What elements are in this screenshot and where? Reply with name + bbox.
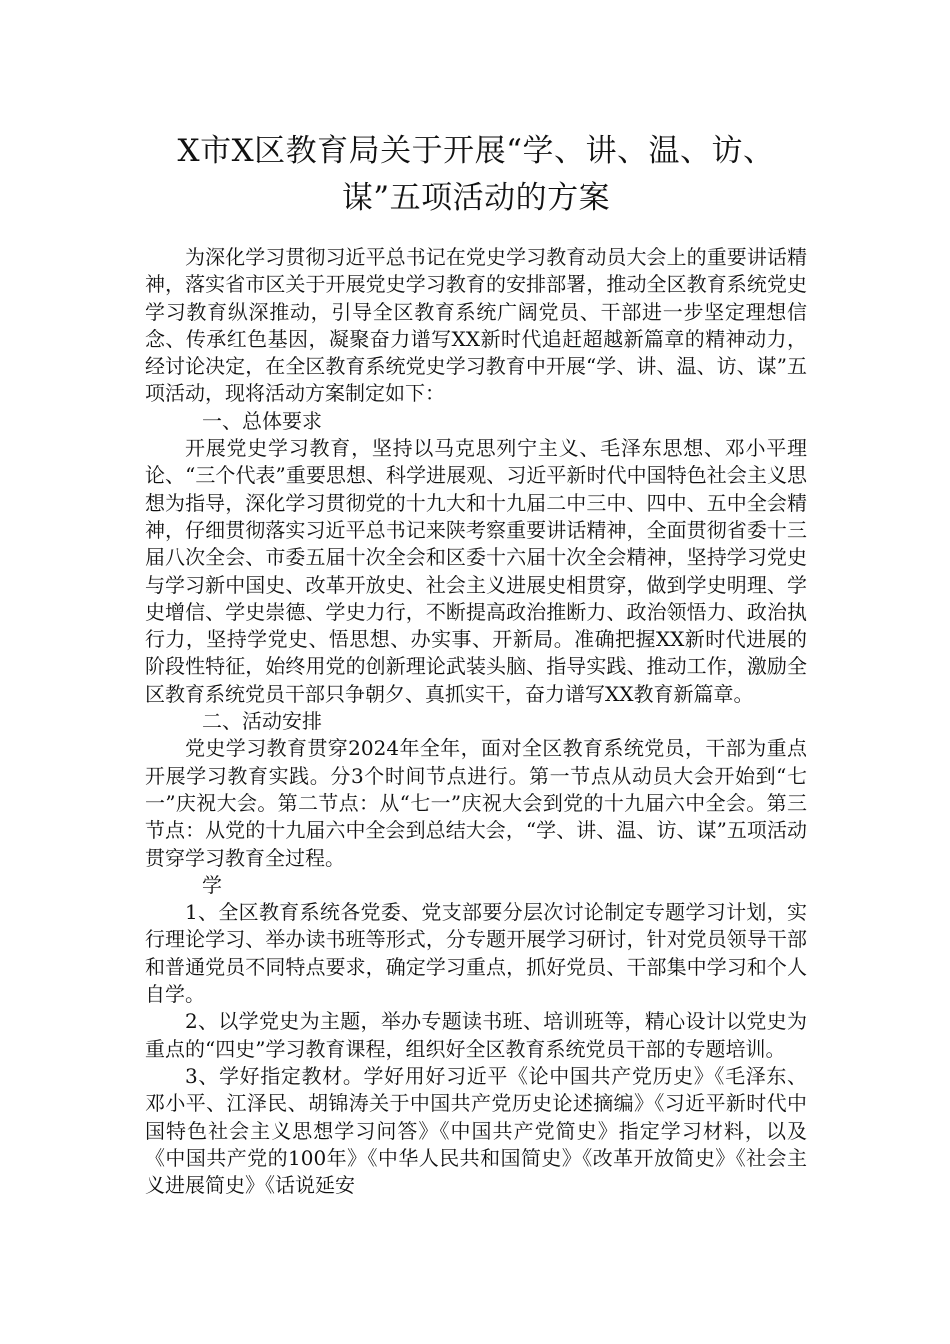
section-heading-activity-arrangement: 二、活动安排 xyxy=(202,709,322,734)
study-item-2: 2、以学党史为主题，举办专题读书班、培训班等，精心设计以党史为重点的“四史”学习教育课程，组织好全区教育系统党员干部的专题培训。 xyxy=(145,1009,807,1061)
section-heading-general-requirements: 一、总体要求 xyxy=(202,408,322,433)
document-page xyxy=(145,128,807,1199)
document-title xyxy=(145,128,807,222)
title-line-2: 谋”五项活动的方案 xyxy=(341,180,611,216)
sub-heading-study: 学 xyxy=(202,872,222,897)
intro-paragraph: 为深化学习贯彻习近平总书记在党史学习教育动员大会上的重要讲话精神，落实省市区关于开展党史学习教育的安排部署，推动全区教育系统党史学习教育纵深推动，引导全区教育系统广阔党员、干部进一步坚定理想信念、传承红色基因，凝聚奋力谱写XX新时代追赶超越新篇章的精神动力，经讨论决定，在全区教育系统党史学习教育中开展“学、讲、温、访、谋”五项活动，现将活动方案制定如下： xyxy=(145,245,807,406)
general-requirements-paragraph: 开展党史学习教育，坚持以马克思列宁主义、毛泽东思想、邓小平理论、“三个代表”重要思想、科学进展观、习近平新时代中国特色社会主义思想为指导，深化学习贯彻党的十九大和十九届二中三中、四中、五中全会精神，仔细贯彻落实习近平总书记来陕考察重要讲话精神，全面贯彻省委十三届八次全会、市委五届十次全会和区委十六届十次全会精神，坚持学习党史与学习新中国史、改革开放史、社会主义进展史相贯穿，做到学史明理、学史增信、学史崇德、学史力行，不断提高政治推断力、政治领悟力、政治执行力，坚持学党史、悟思想、办实事、开新局。准确把握XX新时代进展的阶段性特征，始终用党的创新理论武装头脑、指导实践、推动工作，激励全区教育系统党员干部只争朝夕、真抓实干，奋力谱写XX教育新篇章。 xyxy=(145,436,807,706)
activity-arrangement-paragraph: 党史学习教育贯穿2024年全年，面对全区教育系统党员，干部为重点开展学习教育实践。分3个时间节点进行。第一节点从动员大会开始到“七一”庆祝大会。第二节点：从“七一”庆祝大会到党的十九届六中全会。第三节点：从党的十九届六中全会到总结大会，“学、讲、温、访、谋”五项活动贯穿学习教育全过程。 xyxy=(145,736,807,870)
title-line-1: X市X区教育局关于开展“学、讲、温、访、 xyxy=(177,133,775,169)
study-item-3: 3、学好指定教材。学好用好习近平《论中国共产党历史》《毛泽东、邓小平、江泽民、胡锦涛关于中国共产党历史论述摘编》《习近平新时代中国特色社会主义思想学习问答》《中国共产党简史》指定学习材料，以及《中国共产党的100年》《中华人民共和国简史》《改革开放简史》《社会主义进展简史》《话说延安 xyxy=(145,1063,807,1198)
study-item-1: 1、全区教育系统各党委、党支部要分层次讨论制定专题学习计划，实行理论学习、举办读书班等形式，分专题开展学习研讨，针对党员领导干部和普通党员不同特点要求，确定学习重点，抓好党员、干部集中学习和个人自学。 xyxy=(145,900,807,1007)
